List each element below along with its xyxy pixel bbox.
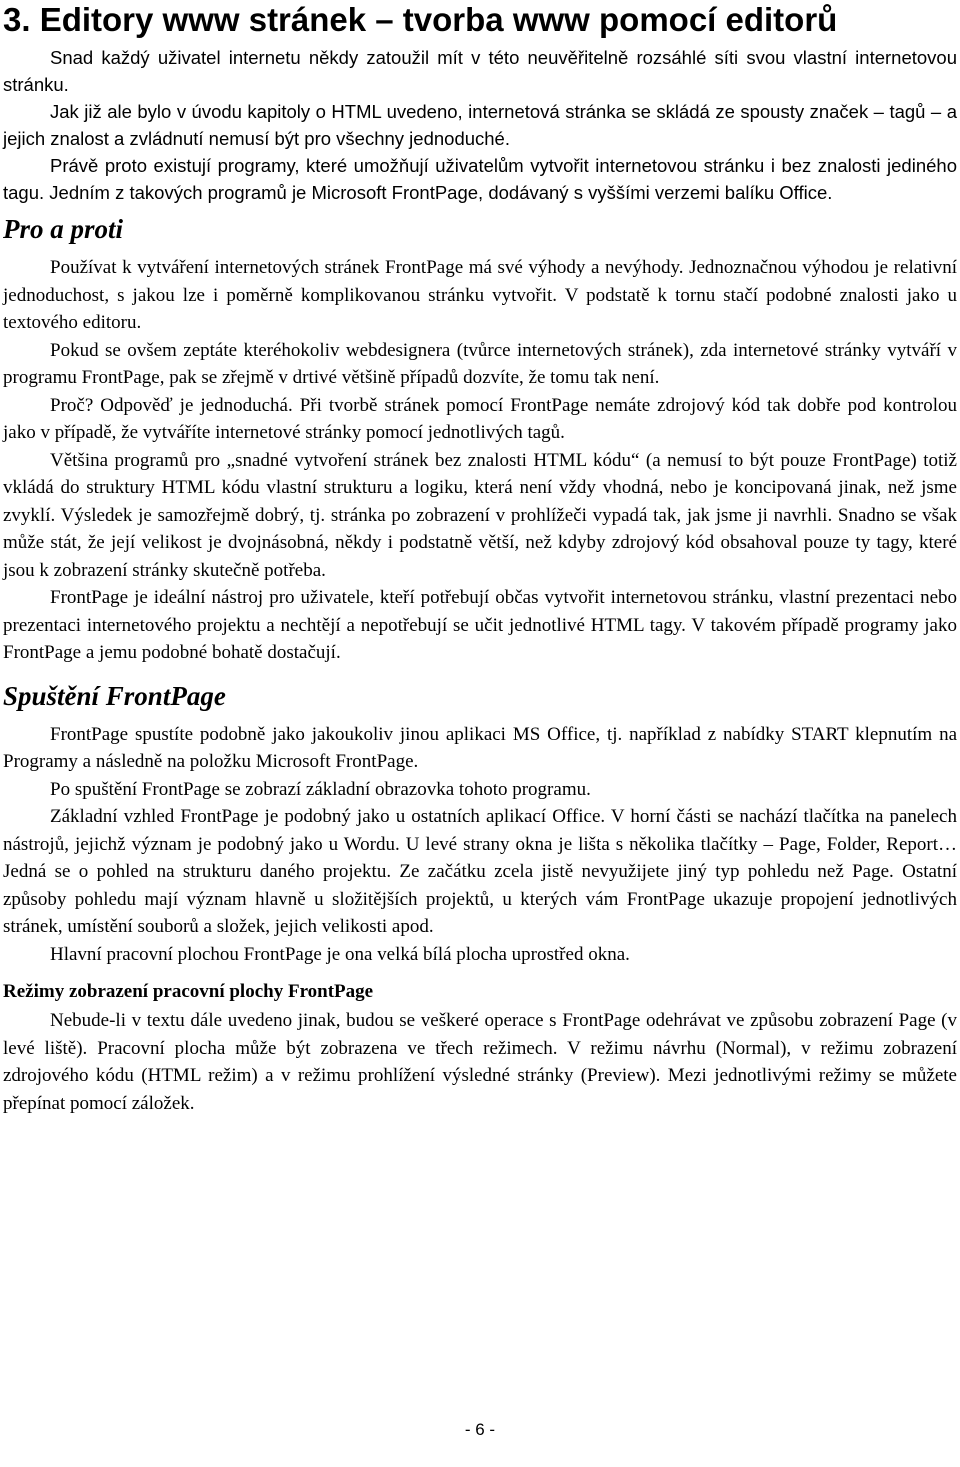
body-paragraph: Nebude-li v textu dále uvedeno jinak, budou se veškeré operace s FrontPage odehrávat ve způsobu zobrazení Page (v levé liště). Pracovní plocha může být zobrazena ve třech režimech. V režimu návrhu (Normal), v režimu zobrazení zdrojového kódu (HTML režim) a v režimu prohlížení výsledné stránky (Preview). Mezi jednotlivými režimy se můžete přepínat pomocí záložek. xyxy=(3,1010,957,1114)
intro-paragraph: Snad každý uživatel internetu někdy zatoužil mít v této neuvěřitelně rozsáhlé síti svou vlastní internetovou stránku. xyxy=(3,47,957,95)
section-heading-rezimy-zobrazeni: Režimy zobrazení pracovní plochy FrontPage xyxy=(3,981,374,1002)
section-heading-pro-a-proti: Pro a proti xyxy=(3,214,124,244)
section-spusteni-frontpage xyxy=(3,721,957,969)
body-paragraph: FrontPage je ideální nástroj pro uživatele, kteří potřebují občas vytvořit internetovou stránku, vlastní prezentaci nebo prezentaci internetového projektu a nechtějí a nepotřebují se učit jednotlivé HTML tagy. V takovém případě programy jako FrontPage a jemu podobné bohatě dostačují. xyxy=(3,587,957,663)
section-pro-a-proti xyxy=(3,254,957,667)
intro-section xyxy=(3,44,957,206)
body-paragraph: Pokud se ovšem zeptáte kteréhokoliv webdesignera (tvůrce internetových stránek), zda internetové stránky vytváří v programu FrontPage, pak se zřejmě v drtivé většině případů dozvíte, že tomu tak není. xyxy=(3,339,957,388)
body-paragraph: Většina programů pro „snadné vytvoření stránek bez znalosti HTML kódu“ (a nemusí to být pouze FrontPage) totiž vkládá do struktury HTML kódu vlastní strukturu a logiku, která není vždy vhodná, nebo je koncipovaná jinak, než jsme zvyklí. Výsledek je samozřejmě dobrý, tj. stránka po zobrazení v prohlížeči vypadá tak, jak jsme ji navrhli. Snadno se však může stát, že její velikost je dvojnásobná, někdy i podstatně větší, než kdyby zdrojový kód obsahoval pouze ty tagy, které jsou k zobrazení stránky skutečně potřeba. xyxy=(3,449,957,581)
body-paragraph: FrontPage spustíte podobně jako jakoukoliv jinou aplikaci MS Office, tj. například z nabídky START klepnutím na Programy a následně na položku Microsoft FrontPage. xyxy=(3,723,957,772)
body-paragraph: Po spuštění FrontPage se zobrazí základní obrazovka tohoto programu. xyxy=(50,778,591,800)
section-rezimy-zobrazeni xyxy=(3,1007,957,1117)
section-heading-spusteni-frontpage: Spuštění FrontPage xyxy=(3,680,226,711)
body-paragraph: Používat k vytváření internetových stránek FrontPage má své výhody a nevýhody. Jednoznačnou výhodou je relativní jednoduchost, s jakou lze i poměrně komplikovanou stránku vytvořit. V podstatě k tornu stačí podobné znalosti jako u textového editoru. xyxy=(3,257,957,333)
page-number: - 6 - xyxy=(464,1420,496,1439)
body-paragraph: Základní vzhled FrontPage je podobný jako u ostatních aplikací Office. V horní části se nachází tlačítka na panelech nástrojů, jejichž význam je podobný jako u Wordu. U levé strany okna je lišta s několika tlačítky – Page, Folder, Report… Jedná se o pohled na strukturu daného projektu. Ze začátku zcela jistě nevyužijete jiný typ pohledu než Page. Ostatní způsoby pohledu mají význam hlavně u složitějších projektů, u kterých vám FrontPage ukazuje propojení jednotlivých stránek, umístění souborů a složek, jejich velikosti apod. xyxy=(3,806,957,937)
intro-paragraph: Právě proto existují programy, které umožňují uživatelům vytvořit internetovou stránku i bez znalosti jediného tagu. Jedním z takových programů je Microsoft FrontPage, dodávaný s vyššími verzemi balíku Office. xyxy=(3,155,957,203)
body-paragraph: Proč? Odpověď je jednoduchá. Při tvorbě stránek pomocí FrontPage nemáte zdrojový kód tak dobře pod kontrolou jako v případě, že vytváříte internetové stránky pomocí jednotlivých tagů. xyxy=(3,394,957,443)
chapter-heading: 3. Editory www stránek – tvorba www pomocí editorů xyxy=(3,1,838,38)
intro-paragraph: Jak již ale bylo v úvodu kapitoly o HTML uvedeno, internetová stránka se skládá ze spousty značek – tagů – a jejich znalost a zvládnutí nemusí být pro všechny jednoduché. xyxy=(3,101,957,149)
body-paragraph: Hlavní pracovní plochou FrontPage je ona velká bílá plocha uprostřed okna. xyxy=(50,943,630,965)
document-page xyxy=(3,0,957,1117)
